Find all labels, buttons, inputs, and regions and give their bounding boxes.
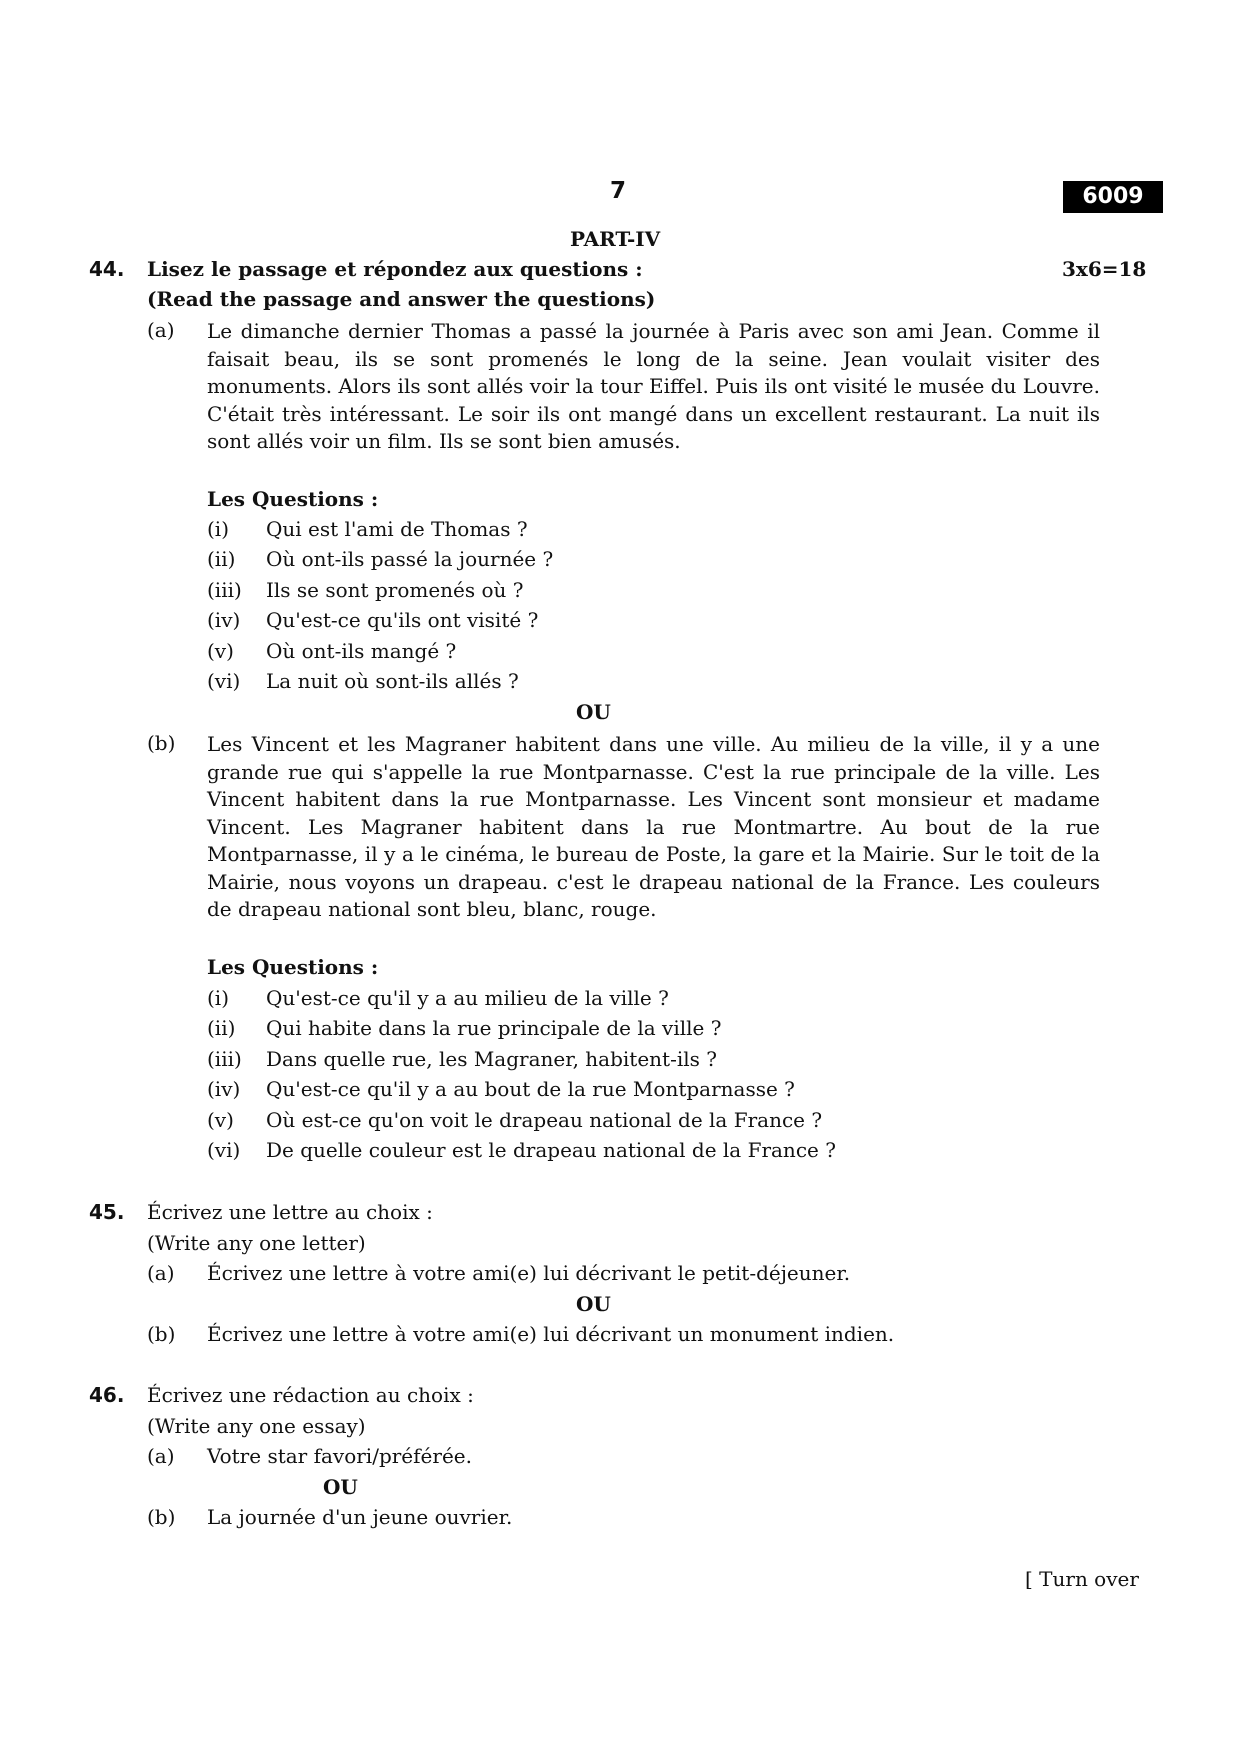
q45-a-label: (a): [147, 1261, 175, 1285]
q44-b-q1-num: (i): [207, 986, 230, 1010]
q45-instruction: Écrivez une lettre au choix :: [147, 1200, 433, 1224]
q44-b-label: (b): [147, 731, 176, 755]
q44-translation: (Read the passage and answer the questions): [147, 287, 656, 311]
q44-b-q4-text: Qu'est-ce qu'il y a au bout de la rue Montparnasse ?: [266, 1077, 795, 1101]
q46-a-text: Votre star favori/préférée.: [207, 1444, 472, 1468]
q45-or: OU: [576, 1292, 611, 1316]
q44-a-q4-num: (iv): [207, 608, 241, 632]
q44-a-questions-heading: Les Questions :: [207, 487, 379, 511]
turn-over-note: [ Turn over: [1025, 1567, 1139, 1591]
q45-a-text: Écrivez une lettre à votre ami(e) lui décrivant le petit-déjeuner.: [207, 1261, 851, 1285]
paper-code-badge: 6009: [1063, 181, 1163, 213]
q45-b-label: (b): [147, 1322, 176, 1346]
q45-b-text: Écrivez une lettre à votre ami(e) lui décrivant un monument indien.: [207, 1322, 895, 1346]
q44-a-q5-num: (v): [207, 639, 234, 663]
q44-b-q6-text: De quelle couleur est le drapeau national de la France ?: [266, 1138, 836, 1162]
q44-b-q5-text: Où est-ce qu'on voit le drapeau national de la France ?: [266, 1108, 823, 1132]
q44-or: OU: [576, 700, 611, 724]
q44-a-q2-text: Où ont-ils passé la journée ?: [266, 547, 554, 571]
q44-a-q3-num: (iii): [207, 578, 242, 602]
q44-b-q4-num: (iv): [207, 1077, 241, 1101]
q44-a-q3-text: Ils se sont promenés où ?: [266, 578, 524, 602]
q44-a-q5-text: Où ont-ils mangé ?: [266, 639, 457, 663]
q44-a-q1-text: Qui est l'ami de Thomas ?: [266, 517, 528, 541]
q44-a-q4-text: Qu'est-ce qu'ils ont visité ?: [266, 608, 539, 632]
q44-b-q5-num: (v): [207, 1108, 234, 1132]
q45-translation: (Write any one letter): [147, 1231, 366, 1255]
q44-b-questions-heading: Les Questions :: [207, 955, 379, 979]
q44-a-q6-num: (vi): [207, 669, 241, 693]
q44-instruction: Lisez le passage et répondez aux questions :: [147, 257, 643, 281]
q44-a-q1-num: (i): [207, 517, 230, 541]
q44-b-q6-num: (vi): [207, 1138, 241, 1162]
q46-translation: (Write any one essay): [147, 1414, 366, 1438]
q44-a-q2-num: (ii): [207, 547, 236, 571]
q46-instruction: Écrivez une rédaction au choix :: [147, 1383, 474, 1407]
page-number: 7: [610, 178, 627, 204]
q46-b-text: La journée d'un jeune ouvrier.: [207, 1505, 513, 1529]
q44-b-q1-text: Qu'est-ce qu'il y a au milieu de la ville ?: [266, 986, 669, 1010]
q44-a-q6-text: La nuit où sont-ils allés ?: [266, 669, 519, 693]
q44-number: 44.: [89, 257, 125, 281]
q46-or: OU: [323, 1475, 358, 1499]
q46-b-label: (b): [147, 1505, 176, 1529]
q46-a-label: (a): [147, 1444, 175, 1468]
q44-b-q2-num: (ii): [207, 1016, 236, 1040]
q44-b-q3-num: (iii): [207, 1047, 242, 1071]
q44-a-passage: Le dimanche dernier Thomas a passé la journée à Paris avec son ami Jean. Comme il faisait beau, ils se sont promenés le long de la seine. Jean voulait visiter des monuments. Alors ils sont allés voir la tour Eiffel. Puis ils ont visité le musée du Louvre. C'était très intéressant. Le soir ils ont mangé dans un excellent restaurant. La nuit ils sont allés voir un film. Ils se sont bien amusés.: [207, 319, 1100, 453]
q44-b-q3-text: Dans quelle rue, les Magraner, habitent-ils ?: [266, 1047, 717, 1071]
q44-a-label: (a): [147, 318, 175, 342]
part-heading: PART-IV: [570, 227, 661, 251]
q46-number: 46.: [89, 1383, 125, 1407]
q44-b-q2-text: Qui habite dans la rue principale de la ville ?: [266, 1016, 722, 1040]
q44-marks: 3x6=18: [1062, 257, 1147, 281]
q45-number: 45.: [89, 1200, 125, 1224]
q44-b-passage: Les Vincent et les Magraner habitent dans une ville. Au milieu de la ville, il y a une grande rue qui s'appelle la rue Montparnasse. C'est la rue principale de la ville. Les Vincent habitent dans la rue Montparnasse. Les Vincent sont monsieur et madame Vincent. Les Magraner habitent dans la rue Montmartre. Au bout de la rue Montparnasse, il y a le cinéma, le bureau de Poste, la gare et la Mairie. Sur le toit de la Mairie, nous voyons un drapeau. c'est le drapeau national de la France. Les couleurs de drapeau national sont bleu, blanc, rouge.: [207, 732, 1100, 921]
